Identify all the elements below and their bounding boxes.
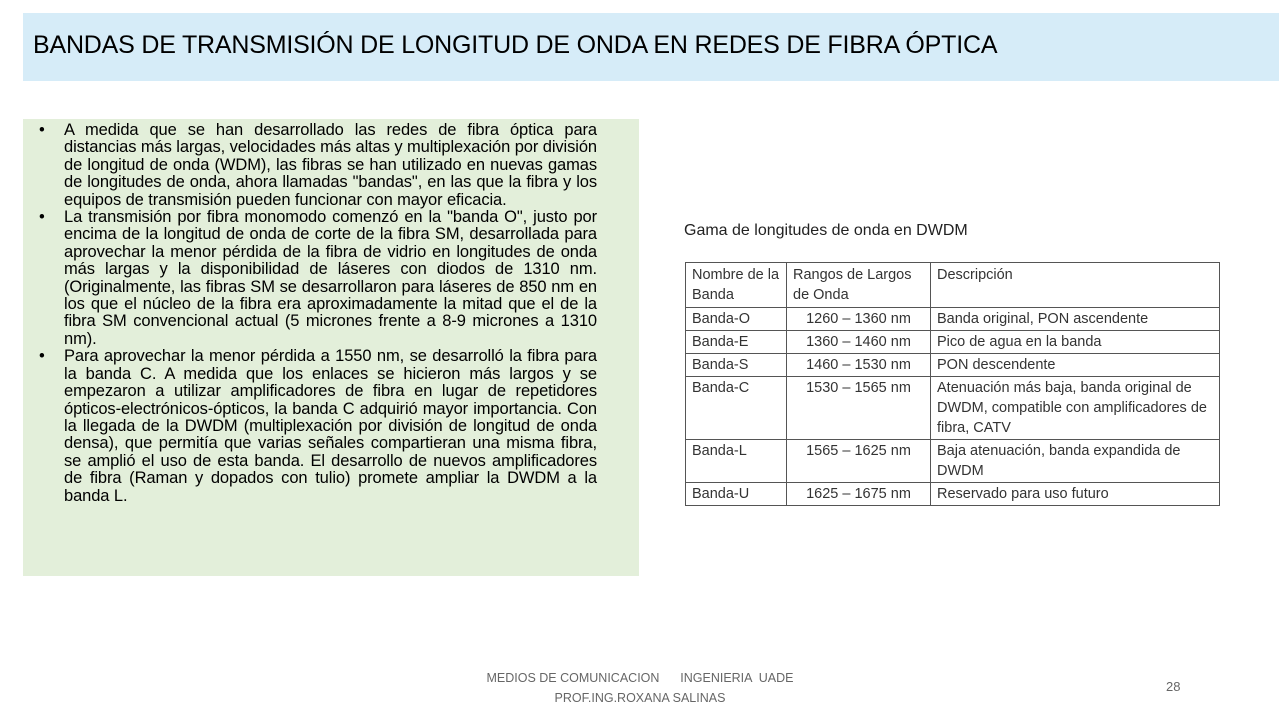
- table-row: [686, 377, 1220, 440]
- bullet-item: [39, 122, 597, 209]
- description-cell: Reservado para uso futuro: [931, 483, 1220, 506]
- description-cell: PON descendente: [931, 354, 1220, 377]
- page-number: 28: [1166, 679, 1181, 694]
- description-cell: Atenuación más baja, banda original de DWDM, compatible con amplificadores de fibra, CATV: [931, 377, 1220, 440]
- band-name-cell: Banda-S: [686, 354, 787, 377]
- table-header-row: [686, 263, 1220, 308]
- band-name-cell: Banda-O: [686, 308, 787, 331]
- bullet-item: [39, 348, 597, 505]
- range-cell: 1625 – 1675 nm: [787, 483, 931, 506]
- header-band-name: Nombre de la Banda: [686, 263, 787, 308]
- footer: [440, 668, 840, 708]
- band-name-cell: Banda-C: [686, 377, 787, 440]
- header-wavelength-range: Rangos de Largos de Onda: [787, 263, 931, 308]
- band-name-cell: Banda-U: [686, 483, 787, 506]
- footer-professor: PROF.ING.ROXANA SALINAS: [554, 691, 726, 705]
- band-name-cell: Banda-E: [686, 331, 787, 354]
- bullet-marker: •: [39, 121, 45, 139]
- bullet-text: Para aprovechar la menor pérdida a 1550 nm, se desarrolló la fibra para la banda C. A medida que los enlaces se hicieron más largos y se empezaron a utilizar amplificadores de fibra en lugar de repetidores ópticos-electrónicos-ópticos, la banda C adquirió mayor importancia. Con la llegada de la DWDM (multiplexación por división de longitud de onda densa), que permitía que varias señales compartieran una misma fibra, se amplió el uso de esta banda. El desarrollo de nuevos amplificadores de fibra (Raman y dopados con tulio) promete ampliar la DWDM a la banda L.: [64, 347, 597, 505]
- text-panel: [23, 119, 639, 576]
- range-cell: 1565 – 1625 nm: [787, 440, 931, 483]
- range-cell: 1530 – 1565 nm: [787, 377, 931, 440]
- table-caption: Gama de longitudes de onda en DWDM: [684, 222, 968, 239]
- range-cell: 1360 – 1460 nm: [787, 331, 931, 354]
- bullet-text: La transmisión por fibra monomodo comenzó en la "banda O", justo por encima de la longitud de onda de corte de la fibra SM, desarrollada para aprovechar la menor pérdida de la fibra de vidrio en longitudes de onda más largas y la disponibilidad de láseres con diodos de 1310 nm. (Originalmente, las fibras SM se desarrollaron para láseres de 850 nm en los que el núcleo de la fibra era aproximadamente la mitad que el de la fibra SM convencional actual (5 micrones frente a 8-9 micrones a 1310 nm).: [64, 208, 597, 348]
- title-bar: [23, 13, 1279, 81]
- footer-course: MEDIOS DE COMUNICACION INGENIERIA UADE: [486, 671, 794, 685]
- bullet-marker: •: [39, 208, 45, 227]
- bands-table: [685, 262, 1220, 506]
- table-row: [686, 308, 1220, 331]
- description-cell: Baja atenuación, banda expandida de DWDM: [931, 440, 1220, 483]
- table-row: [686, 483, 1220, 506]
- description-cell: Pico de agua en la banda: [931, 331, 1220, 354]
- slide-title: BANDAS DE TRANSMISIÓN DE LONGITUD DE ONDA EN REDES DE FIBRA ÓPTICA: [33, 31, 998, 59]
- header-description: Descripción: [931, 263, 1220, 308]
- range-cell: 1460 – 1530 nm: [787, 354, 931, 377]
- bullet-list: [39, 122, 597, 505]
- bullet-item: [39, 209, 597, 348]
- range-cell: 1260 – 1360 nm: [787, 308, 931, 331]
- table-row: [686, 354, 1220, 377]
- description-cell: Banda original, PON ascendente: [931, 308, 1220, 331]
- table-row: [686, 440, 1220, 483]
- bullet-text: A medida que se han desarrollado las redes de fibra óptica para distancias más largas, velocidades más altas y multiplexación por división de longitud de onda (WDM), las fibras se han utilizado en nuevas gamas de longitudes de onda, ahora llamadas "bandas", en las que la fibra y los equipos de transmisión pueden funcionar con mayor eficacia.: [64, 121, 597, 209]
- table-row: [686, 331, 1220, 354]
- band-name-cell: Banda-L: [686, 440, 787, 483]
- bullet-marker: •: [39, 347, 45, 366]
